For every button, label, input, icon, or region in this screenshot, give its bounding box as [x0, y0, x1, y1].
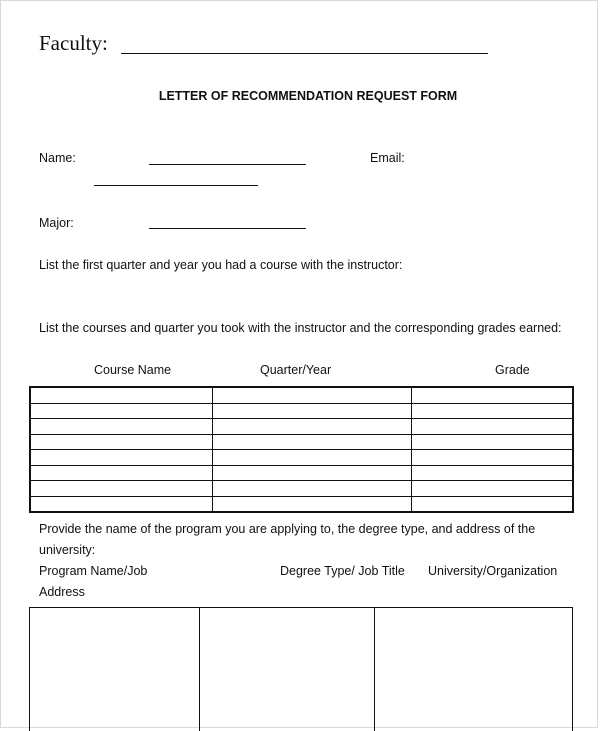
courses-table	[29, 386, 574, 513]
table-cell[interactable]	[411, 387, 573, 403]
table-row	[30, 434, 573, 450]
first-quarter-question: List the first quarter and year you had a course with the instructor:	[39, 258, 403, 272]
form-title: LETTER OF RECOMMENDATION REQUEST FORM	[158, 89, 458, 103]
table-cell[interactable]	[212, 450, 411, 466]
courses-question: List the courses and quarter you took with the instructor and the corresponding grades earned:	[39, 321, 562, 335]
email-label: Email:	[370, 151, 405, 165]
table-row	[30, 481, 573, 497]
name-blank-line[interactable]	[149, 164, 306, 165]
table-cell[interactable]	[212, 419, 411, 435]
degree-type-header: Degree Type/ Job Title	[280, 564, 405, 578]
table-cell[interactable]	[411, 419, 573, 435]
table-cell[interactable]	[30, 450, 212, 466]
table-cell[interactable]	[411, 465, 573, 481]
program-boxes	[29, 607, 573, 731]
table-cell[interactable]	[30, 419, 212, 435]
table-row	[30, 419, 573, 435]
table-cell[interactable]	[212, 465, 411, 481]
program-prompt-line1: Provide the name of the program you are applying to, the degree type, and address of the	[39, 522, 536, 536]
table-row	[30, 450, 573, 466]
table-row	[30, 403, 573, 419]
email-blank-line[interactable]	[94, 185, 258, 186]
header-grade: Grade	[495, 363, 530, 377]
program-name-box[interactable]	[30, 608, 199, 731]
table-cell[interactable]	[30, 434, 212, 450]
table-cell[interactable]	[212, 387, 411, 403]
table-cell[interactable]	[411, 496, 573, 512]
table-cell[interactable]	[411, 403, 573, 419]
table-cell[interactable]	[30, 403, 212, 419]
table-cell[interactable]	[411, 434, 573, 450]
university-box[interactable]	[374, 608, 572, 731]
table-row	[30, 496, 573, 512]
table-row	[30, 465, 573, 481]
header-course-name: Course Name	[94, 363, 172, 377]
table-cell[interactable]	[212, 434, 411, 450]
table-cell[interactable]	[212, 403, 411, 419]
faculty-label: Faculty:	[39, 31, 108, 55]
faculty-blank-line[interactable]	[121, 53, 488, 54]
table-cell[interactable]	[212, 481, 411, 497]
table-cell[interactable]	[411, 481, 573, 497]
major-blank-line[interactable]	[149, 228, 306, 229]
table-cell[interactable]	[411, 450, 573, 466]
degree-type-box[interactable]	[199, 608, 374, 731]
table-cell[interactable]	[30, 496, 212, 512]
major-label: Major:	[39, 216, 74, 230]
header-quarter-year: Quarter/Year	[260, 363, 332, 377]
table-cell[interactable]	[30, 465, 212, 481]
address-label: Address	[39, 585, 85, 599]
program-name-header: Program Name/Job	[39, 564, 148, 578]
table-row	[30, 387, 573, 403]
program-prompt-line2: university:	[39, 543, 96, 557]
table-cell[interactable]	[30, 481, 212, 497]
university-header: University/Organization	[428, 564, 558, 578]
table-cell[interactable]	[212, 496, 411, 512]
table-cell[interactable]	[30, 387, 212, 403]
name-label: Name:	[39, 151, 76, 165]
